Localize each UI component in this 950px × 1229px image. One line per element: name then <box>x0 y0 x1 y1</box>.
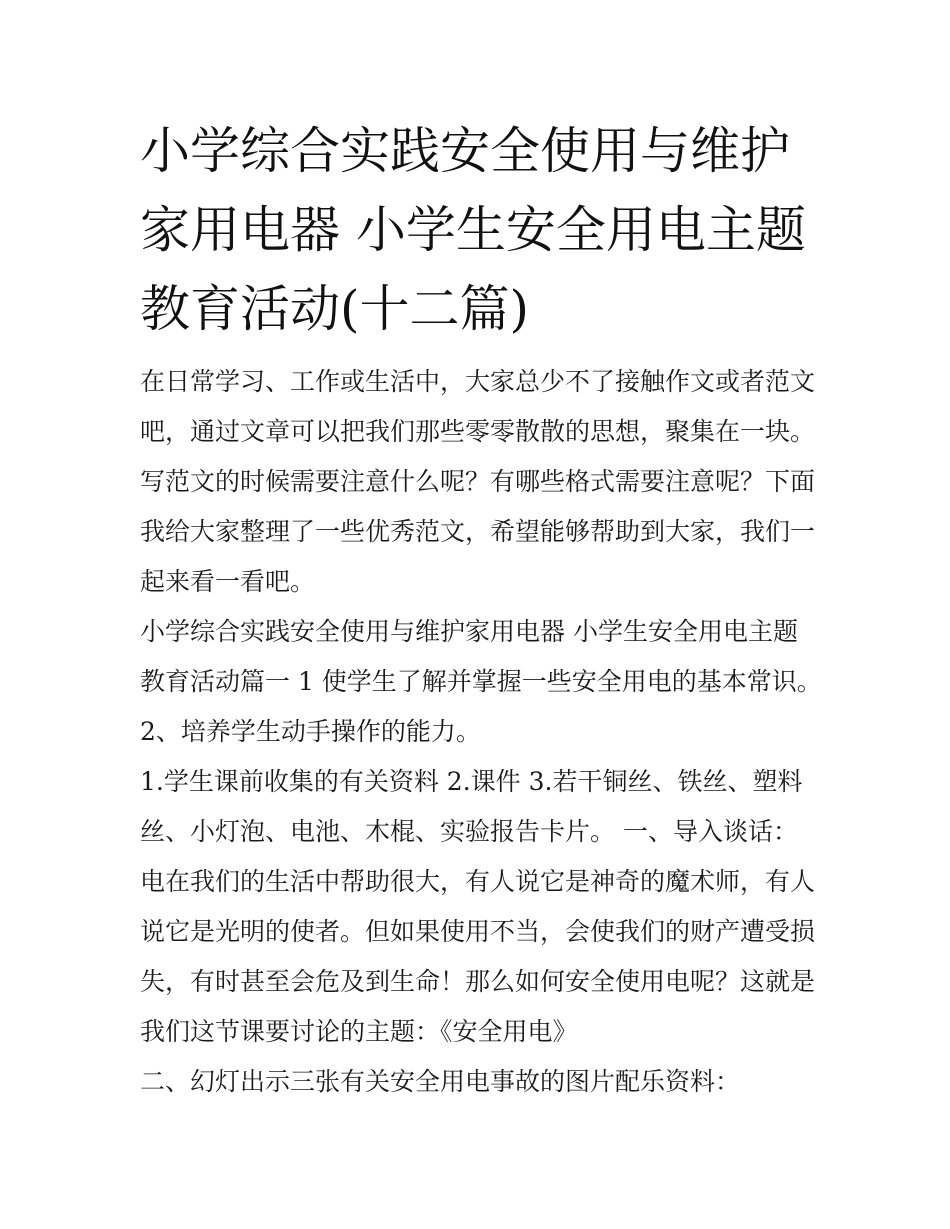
text-line: 失，有时甚至会危及到生命！那么如何安全使用电呢？这就是 <box>140 967 816 996</box>
text-line: 电在我们的生活中帮助很大，有人说它是神奇的魔术师，有人 <box>140 867 816 896</box>
title-line: 小学综合实践安全使用与维护 <box>140 122 790 180</box>
title-line: 教育活动(十二篇) <box>140 280 530 338</box>
text-line: 写范文的时候需要注意什么呢？有哪些格式需要注意呢？下面 <box>140 467 816 496</box>
slideshow-paragraph <box>140 1057 820 1107</box>
title-line: 家用电器 小学生安全用电主题 <box>140 201 806 259</box>
materials-paragraph <box>140 757 820 1057</box>
intro-paragraph <box>140 357 820 607</box>
text-line: 2、培养学生动手操作的能力。 <box>140 717 481 746</box>
document-title <box>140 112 820 349</box>
text-line: 1.学生课前收集的有关资料 2.课件 3.若干铜丝、铁丝、塑料 <box>140 767 803 796</box>
section-heading-paragraph <box>140 607 820 707</box>
text-line: 二、幻灯出示三张有关安全用电事故的图片配乐资料： <box>140 1067 741 1096</box>
text-line: 起来看一看吧。 <box>140 567 316 596</box>
text-line: 小学综合实践安全使用与维护家用电器 小学生安全用电主题 <box>140 617 798 646</box>
text-line: 说它是光明的使者。但如果使用不当，会使我们的财产遭受损 <box>140 917 816 946</box>
text-line: 我们这节课要讨论的主题：《安全用电》 <box>140 1017 578 1046</box>
text-line: 教育活动篇一 1 使学生了解并掌握一些安全用电的基本常识。 <box>140 667 822 696</box>
document-body <box>140 112 820 1107</box>
text-line: 我给大家整理了一些优秀范文，希望能够帮助到大家，我们一 <box>140 517 816 546</box>
text-line: 丝、小灯泡、电池、木棍、实验报告卡片。 一、导入谈话： <box>140 817 798 846</box>
goal-paragraph <box>140 707 820 757</box>
text-line: 在日常学习、工作或生活中，大家总少不了接触作文或者范文 <box>140 367 816 396</box>
text-line: 吧，通过文章可以把我们那些零零散散的思想，聚集在一块。 <box>140 417 816 446</box>
